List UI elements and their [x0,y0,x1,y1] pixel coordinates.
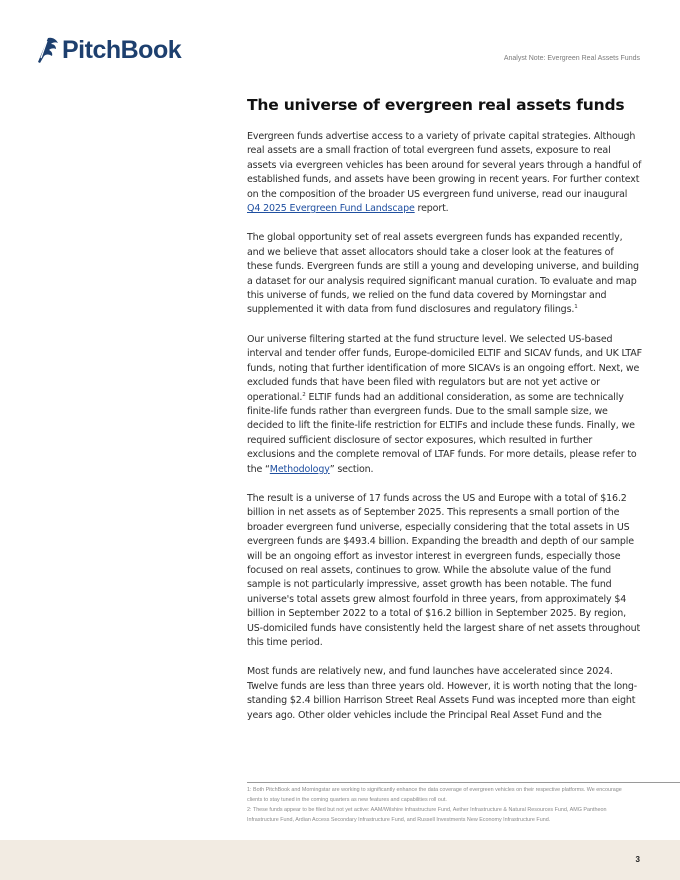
page-footer [0,840,680,880]
footnote-ref-2[interactable]: 2 [302,391,306,398]
paragraph-intro [247,130,642,216]
footnote-2: 2: These funds appear to be filed but not yet active: AAM/Wilshire Infrastructure Fund, Aether Infrastructure & Natural Resources Fund, AMG Pantheon Infrastructure Fund, Ardian Access Secondary Infrastructure Fund, and Russell Investments New Economy Infrastructure Fund. [247,807,607,823]
section-title: The universe of evergreen real assets funds [247,96,625,114]
article-body [247,96,642,738]
paragraph-intro-end: report. [414,203,449,215]
footnotes [247,782,680,825]
paragraph-fund-launches: Most funds are relatively new, and fund launches have accelerated since 2024. Twelve funds are less than three years old. However, it is worth noting that the long-standing $2.4 billion Harrison Street Real Assets Fund was incepted more than eight years ago. Other older vehicles include the Principal Real Asset Fund and the [247,666,638,721]
paragraph-filtering-text-a: Our universe filtering started at the fund structure level. We selected US-based interval and tender offer funds, Europe-domiciled ELTIF and SICAV funds, and UK LTAF funds, noting that further identification of more SICAVs is an ongoing effort. Next, we excluded funds that have been filed with regulators but are not yet active or operational. [247,333,642,403]
paragraph-filtering-text-b: ELTIF funds had an additional consideration, as some are technically finite-life funds rather than evergreen funds. Due to the small sample size, we decided to lift the finite-life restriction for ELTIFs and include these funds. Finally, we required sufficient disclosure of sector exposures, which resulted in further exclusions and the complete removal of LTAF funds. For more details, please refer to the “ [247,391,637,475]
paragraph-filtering-text-c: ” section. [329,463,374,475]
footnote-1: 1: Both PitchBook and Morningstar are working to significantly enhance the data coverage of evergreen vehicles on their respective platforms. We encourage clients to stay tuned in the coming quarters as new features and capabilities roll out. [247,787,622,803]
page-number: 3 [635,855,640,864]
paragraph-opportunity-text: The global opportunity set of real assets evergreen funds has expanded recently, and we believe that asset allocators should take a closer look at the features of these funds. Evergreen funds are still a young and developing universe, and building a dataset for our analysis required significant manual curation. To evaluate and map this universe of funds, we relied on the fund data covered by Morningstar and supplemented it with data from fund disclosures and regulatory filings. [247,232,639,316]
methodology-link[interactable]: Methodology [269,463,330,475]
paragraph-intro-text: Evergreen funds advertise access to a variety of private capital strategies. Although real assets are a small fraction of total evergreen fund assets, exposure to real assets via evergreen vehicles has been around for several years through a handful of established funds, and assets have been growing in recent years. For further context on the composition of the broader US evergreen fund universe, read our inaugural [247,131,642,200]
evergreen-fund-landscape-link[interactable]: Q4 2025 Evergreen Fund Landscape [247,203,415,215]
footnote-ref-1[interactable]: 1 [574,304,578,311]
paragraph-universe-result: The result is a universe of 17 funds across the US and Europe with a total of $16.2 billion in net assets as of September 2025. This represents a small portion of the broader evergreen fund universe, especially considering that the total assets in US evergreen funds are $493.4 billion. Expanding the breadth and depth of our sample will be an ongoing effort as investor interest in evergreen funds, especially those focused on real assets, continues to grow. While the absolute value of the fund sample is not particularly impressive, asset growth has been notable. The fund universe's total assets grew almost fourfold in three years, from approximately $4 billion in September 2022 to a total of $16.2 billion in September 2025. By region, US-domiciled funds have consistently held the largest share of net assets throughout this time period. [247,492,641,648]
paragraph-opportunity-set [247,231,642,317]
report-header-note: Analyst Note: Evergreen Real Assets Funds [503,55,640,62]
pitchbook-leaf-icon [36,36,60,64]
brand-name: PitchBook [62,36,182,64]
pitchbook-logo [36,36,181,64]
paragraph-universe-filtering [247,333,642,477]
